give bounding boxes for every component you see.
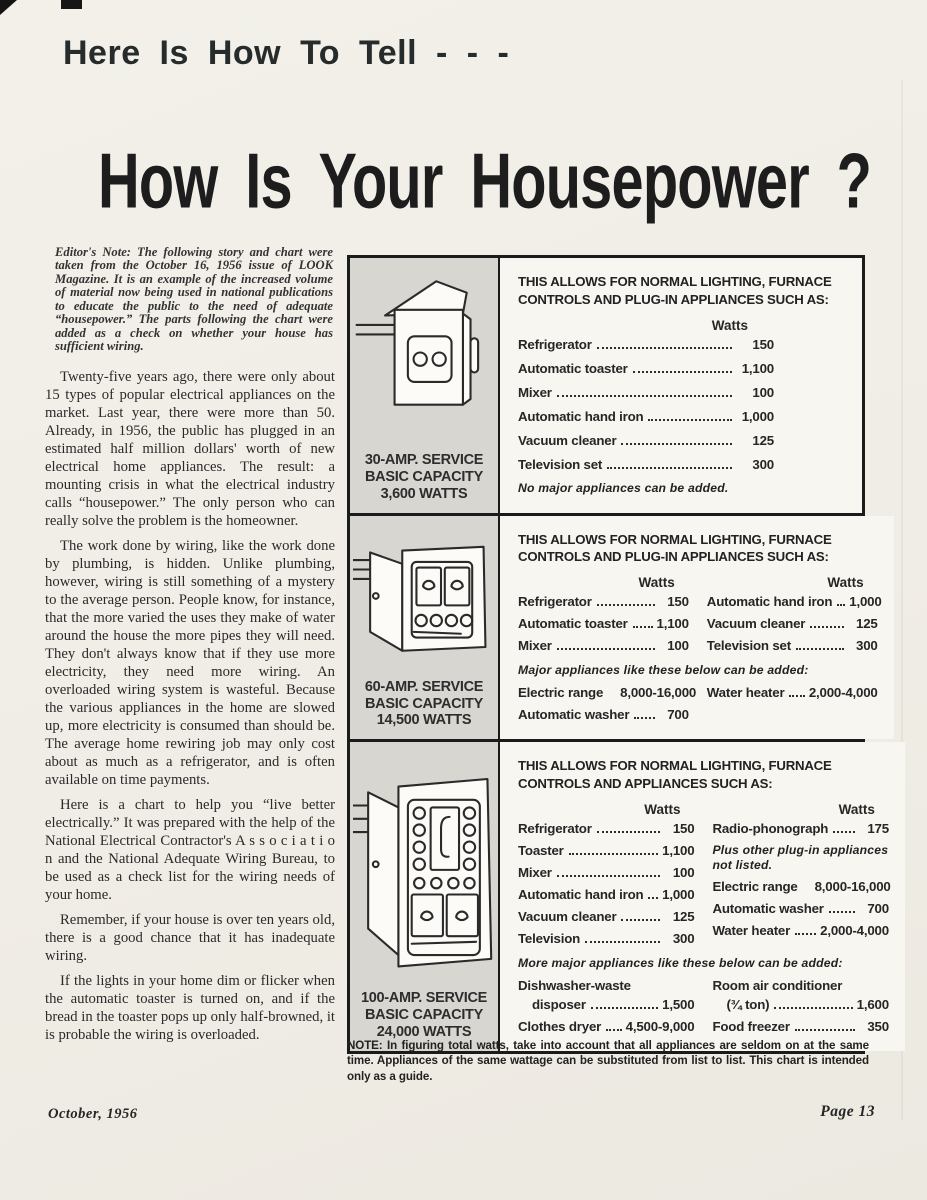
dot-leader bbox=[621, 443, 732, 445]
appliance-watts: 2,000-4,000 bbox=[820, 923, 889, 939]
appliance-watts: 1,000 bbox=[741, 408, 774, 424]
appliance-row bbox=[706, 594, 882, 610]
dot-leader bbox=[585, 941, 660, 943]
panel-heading: THIS ALLOWS FOR NORMAL LIGHTING, FURNACE CONTROLS AND APPLIANCES SUCH AS: bbox=[518, 758, 832, 792]
housepower-chart bbox=[347, 255, 891, 1054]
dot-leader bbox=[829, 911, 855, 913]
dot-leader bbox=[810, 626, 843, 628]
article-paragraph: Twenty-five years ago, there were only about 15 types of popular electrical appliances on the market. Last year, there were more than 50. Already, in 1956, the public has plugged in an estimated half million dollars' worth of new electrical home appliances. The result: a mounting crisis in what the electrical industry calls “housepower.” The only person who can really solve the problem is the homeowner. bbox=[45, 368, 335, 529]
appliance-label: Room air conditioner bbox=[712, 977, 843, 993]
30amp-detail-cell bbox=[500, 258, 862, 513]
dot-leader bbox=[774, 1007, 852, 1009]
fuse-box-100amp-icon bbox=[353, 752, 495, 984]
appliance-label: Vacuum cleaner bbox=[518, 432, 617, 448]
appliance-label: Automatic toaster bbox=[518, 360, 628, 376]
appliance-watts: 1,000 bbox=[662, 886, 695, 902]
appliance-label: Automatic hand iron bbox=[518, 408, 644, 424]
appliance-row bbox=[518, 594, 689, 609]
appliance-label: Mixer bbox=[518, 384, 552, 400]
appliance-watts: 125 bbox=[856, 616, 878, 632]
appliance-row bbox=[518, 409, 780, 424]
article-paragraph: The work done by wiring, like the work done by plumbing, is hidden. Unlike plumbing, however, wiring is still something of a mystery to the average person. People know, for instance, that the more varied the uses they make of water around the house the more pipes they will need. They don't always know that if they use more electricity, they need more wiring. An overloaded wiring system is wasteful. Because the various appliances in the home are slowed up, more electricity is consumed than should be. The average home rewiring job may only cost about as much as a refrigerator, and is often available on time payments. bbox=[45, 537, 335, 788]
appliance-watts: 150 bbox=[667, 594, 689, 610]
100amp-illustration-cell bbox=[350, 742, 500, 1051]
appliance-label: Clothes dryer bbox=[518, 1018, 602, 1034]
dot-leader bbox=[795, 1029, 855, 1031]
appliance-row bbox=[518, 997, 694, 1012]
appliance-label: Automatic hand iron bbox=[706, 594, 833, 610]
service-line: 14,500 WATTS bbox=[376, 712, 472, 729]
panel-footnote: No major appliances can be added. bbox=[518, 480, 729, 495]
appliance-label: Electric range bbox=[518, 685, 604, 701]
dot-leader bbox=[607, 467, 732, 469]
service-line: 100-AMP. SERVICE bbox=[360, 990, 488, 1007]
appliance-watts: 100 bbox=[752, 384, 774, 400]
appliance-label: Dishwasher-waste bbox=[518, 977, 631, 993]
watts-column-header: Watts bbox=[644, 801, 681, 817]
appliance-watts: 1,500 bbox=[662, 996, 695, 1012]
panel-footnote: Major appliances like these below can be added: bbox=[518, 663, 809, 678]
appliance-watts: 150 bbox=[752, 336, 774, 352]
dot-leader bbox=[597, 831, 661, 833]
appliance-watts: 300 bbox=[672, 930, 695, 946]
30amp-illustration-cell bbox=[350, 258, 500, 513]
appliance-row bbox=[518, 843, 694, 858]
appliance-row bbox=[712, 1019, 888, 1034]
appliance-label: Refrigerator bbox=[518, 820, 592, 836]
dot-leader bbox=[789, 695, 804, 697]
editors-note: Editor's Note: The following story and chart were taken from the October 16, 1956 issue of LOOK Magazine. It is an example of the increased volume of material now being used in national publications to educate the public to the need of adequate “housepower.” The parts following the chart were added as a check on whether your house has sufficient wiring. bbox=[55, 245, 333, 354]
scan-corner-artifact bbox=[0, 0, 17, 15]
appliance-watts: 1,600 bbox=[856, 996, 889, 1012]
appliance-row bbox=[712, 923, 888, 938]
appliance-watts: 125 bbox=[752, 432, 774, 448]
dot-leader bbox=[557, 648, 655, 650]
appliance-label: Electric range bbox=[712, 879, 798, 895]
service-line: BASIC CAPACITY bbox=[365, 695, 483, 712]
appliance-row bbox=[518, 361, 780, 376]
appliance-row bbox=[712, 821, 888, 836]
appliance-row-twoline bbox=[518, 978, 694, 1012]
appliance-label: Vacuum cleaner bbox=[706, 616, 806, 632]
chart-row-30amp bbox=[350, 258, 862, 516]
service-line: 30-AMP. SERVICE bbox=[364, 452, 484, 469]
appliance-row bbox=[518, 707, 689, 722]
chart-footnote: NOTE: In figuring total watts, take into account that all appliances are seldom on at the same time. Appliances of the same wattage can be substituted from list to list. This chart is intended only as a guide. bbox=[347, 1039, 869, 1083]
article-paragraph: Here is a chart to help you “live better electrically.” It was prepared with the help of the National Electrical Contractor's A s s o c i a t i o n and the National Adequate Wiring Bureau, to be used as a check list for the wiring needs of your home. bbox=[45, 796, 335, 903]
appliance-row bbox=[518, 433, 780, 448]
appliance-watts: 150 bbox=[672, 820, 695, 836]
appliance-row bbox=[518, 616, 689, 631]
appliance-watts: 700 bbox=[667, 707, 689, 723]
dot-leader bbox=[606, 1029, 622, 1031]
100amp-detail-cell bbox=[500, 742, 905, 1051]
service-line: 24,000 WATTS bbox=[376, 1024, 472, 1041]
panel-footnote: More major appliances like these below can be added: bbox=[518, 955, 843, 970]
watts-column-header: Watts bbox=[711, 317, 748, 333]
appliance-label: Television bbox=[518, 930, 581, 946]
article-paragraph: If the lights in your home dim or flicker when the automatic toaster is turned on, and if the bread in the toaster pops up only half-browned, it is probable the wiring is overloaded. bbox=[45, 972, 336, 1043]
appliance-row bbox=[518, 1019, 694, 1034]
kicker-headline: Here Is How To Tell - - - bbox=[63, 34, 510, 72]
appliance-row bbox=[712, 901, 888, 916]
dot-leader bbox=[597, 347, 732, 349]
panel-subnote: Plus other plug-in appliances not listed. bbox=[712, 842, 889, 873]
dot-leader bbox=[833, 831, 855, 833]
service-line: BASIC CAPACITY bbox=[365, 1007, 483, 1024]
appliance-row bbox=[518, 909, 694, 924]
dot-leader bbox=[796, 648, 844, 650]
appliance-label: Mixer bbox=[518, 638, 552, 654]
appliance-watts: 300 bbox=[856, 638, 878, 654]
dot-leader bbox=[621, 919, 660, 921]
article-column bbox=[45, 246, 335, 1051]
appliance-label: Television set bbox=[518, 456, 603, 472]
appliance-label: disposer bbox=[532, 996, 586, 1012]
service-line: 3,600 WATTS bbox=[380, 485, 468, 502]
dot-leader bbox=[569, 853, 659, 855]
dot-leader bbox=[837, 604, 845, 606]
appliance-watts: 1,000 bbox=[849, 594, 882, 610]
appliance-watts: 700 bbox=[867, 901, 889, 917]
dot-leader bbox=[633, 371, 732, 373]
appliance-watts: 1,100 bbox=[741, 360, 774, 376]
appliance-label: Automatic toaster bbox=[518, 616, 628, 632]
appliance-row bbox=[518, 821, 694, 836]
issue-date: October, 1956 bbox=[48, 1106, 138, 1122]
fuse-box-60amp-icon bbox=[353, 526, 495, 664]
chart-row-100amp bbox=[350, 742, 891, 1051]
appliance-row bbox=[518, 337, 780, 352]
appliance-label: (¾ ton) bbox=[726, 996, 770, 1012]
article-paragraph: Remember, if your house is over ten years old, there is a good chance that it has inadequate wiring. bbox=[45, 911, 335, 964]
appliance-watts: 175 bbox=[867, 820, 889, 836]
60amp-service-label bbox=[365, 679, 483, 729]
dot-leader bbox=[597, 604, 655, 606]
dot-leader bbox=[795, 933, 816, 935]
appliance-label: Water heater bbox=[712, 923, 791, 939]
service-line: 60-AMP. SERVICE bbox=[364, 678, 484, 695]
service-line: BASIC CAPACITY bbox=[365, 469, 483, 485]
appliance-watts: 350 bbox=[867, 1018, 889, 1034]
appliance-row bbox=[518, 685, 697, 701]
appliance-row bbox=[518, 865, 694, 880]
appliance-watts: 8,000-16,000 bbox=[814, 879, 891, 895]
dot-leader bbox=[648, 897, 658, 899]
fuse-box-30amp-icon bbox=[353, 268, 495, 418]
appliance-label: Vacuum cleaner bbox=[518, 908, 617, 924]
appliance-row bbox=[518, 638, 689, 653]
appliance-label: Radio-phonograph bbox=[712, 820, 829, 836]
appliance-label: Mixer bbox=[518, 864, 552, 880]
scan-mark-artifact bbox=[61, 0, 82, 9]
appliance-watts: 125 bbox=[672, 908, 695, 924]
100amp-service-label bbox=[361, 990, 487, 1040]
title-wrap bbox=[98, 136, 927, 226]
appliance-label: Television set bbox=[706, 638, 791, 654]
dot-leader bbox=[633, 626, 653, 628]
appliance-watts: 1,100 bbox=[656, 616, 689, 632]
appliance-label: Toaster bbox=[518, 842, 564, 858]
panel-heading: THIS ALLOWS FOR NORMAL LIGHTING, FURNACE CONTROLS AND PLUG-IN APPLIANCES SUCH AS: bbox=[518, 531, 832, 565]
appliance-label: Automatic washer bbox=[518, 707, 630, 723]
appliance-row bbox=[707, 638, 878, 653]
appliance-watts: 100 bbox=[667, 638, 689, 654]
appliance-label: Refrigerator bbox=[518, 594, 592, 610]
appliance-watts: 8,000-16,000 bbox=[620, 685, 697, 701]
60amp-illustration-cell bbox=[350, 516, 500, 740]
appliance-row bbox=[712, 997, 888, 1012]
dot-leader bbox=[557, 875, 661, 877]
appliance-row-twoline bbox=[712, 978, 888, 1012]
page-title: How Is Your Housepower ? bbox=[98, 137, 872, 225]
appliance-row bbox=[518, 385, 780, 400]
dot-leader bbox=[648, 419, 732, 421]
chart-row-60amp bbox=[350, 516, 882, 743]
appliance-row bbox=[518, 457, 780, 472]
appliance-row bbox=[712, 879, 891, 895]
dot-leader bbox=[591, 1007, 658, 1009]
30amp-service-label bbox=[365, 452, 483, 502]
appliance-label: Water heater bbox=[706, 685, 785, 701]
appliance-label: Automatic hand iron bbox=[518, 886, 644, 902]
watts-column-header: Watts bbox=[838, 801, 875, 817]
appliance-watts: 100 bbox=[672, 864, 695, 880]
panel-heading: THIS ALLOWS FOR NORMAL LIGHTING, FURNACE CONTROLS AND PLUG-IN APPLIANCES SUCH AS: bbox=[518, 274, 832, 307]
appliance-watts: 2,000-4,000 bbox=[808, 685, 878, 701]
dot-leader bbox=[634, 717, 654, 719]
appliance-row bbox=[707, 616, 878, 631]
appliance-label: Food freezer bbox=[712, 1018, 790, 1034]
appliance-watts: 300 bbox=[752, 456, 774, 472]
page-number: Page 13 bbox=[820, 1103, 875, 1120]
dot-leader bbox=[557, 395, 732, 397]
appliance-watts: 1,100 bbox=[662, 842, 695, 858]
watts-column-header: Watts bbox=[827, 575, 864, 591]
60amp-detail-cell bbox=[500, 516, 894, 740]
appliance-watts: 4,500-9,000 bbox=[625, 1018, 695, 1034]
appliance-row bbox=[518, 887, 694, 902]
appliance-row bbox=[707, 685, 878, 700]
appliance-label: Refrigerator bbox=[518, 336, 592, 352]
watts-column-header: Watts bbox=[638, 575, 675, 591]
appliance-row bbox=[518, 931, 694, 946]
appliance-label: Automatic washer bbox=[712, 901, 824, 917]
